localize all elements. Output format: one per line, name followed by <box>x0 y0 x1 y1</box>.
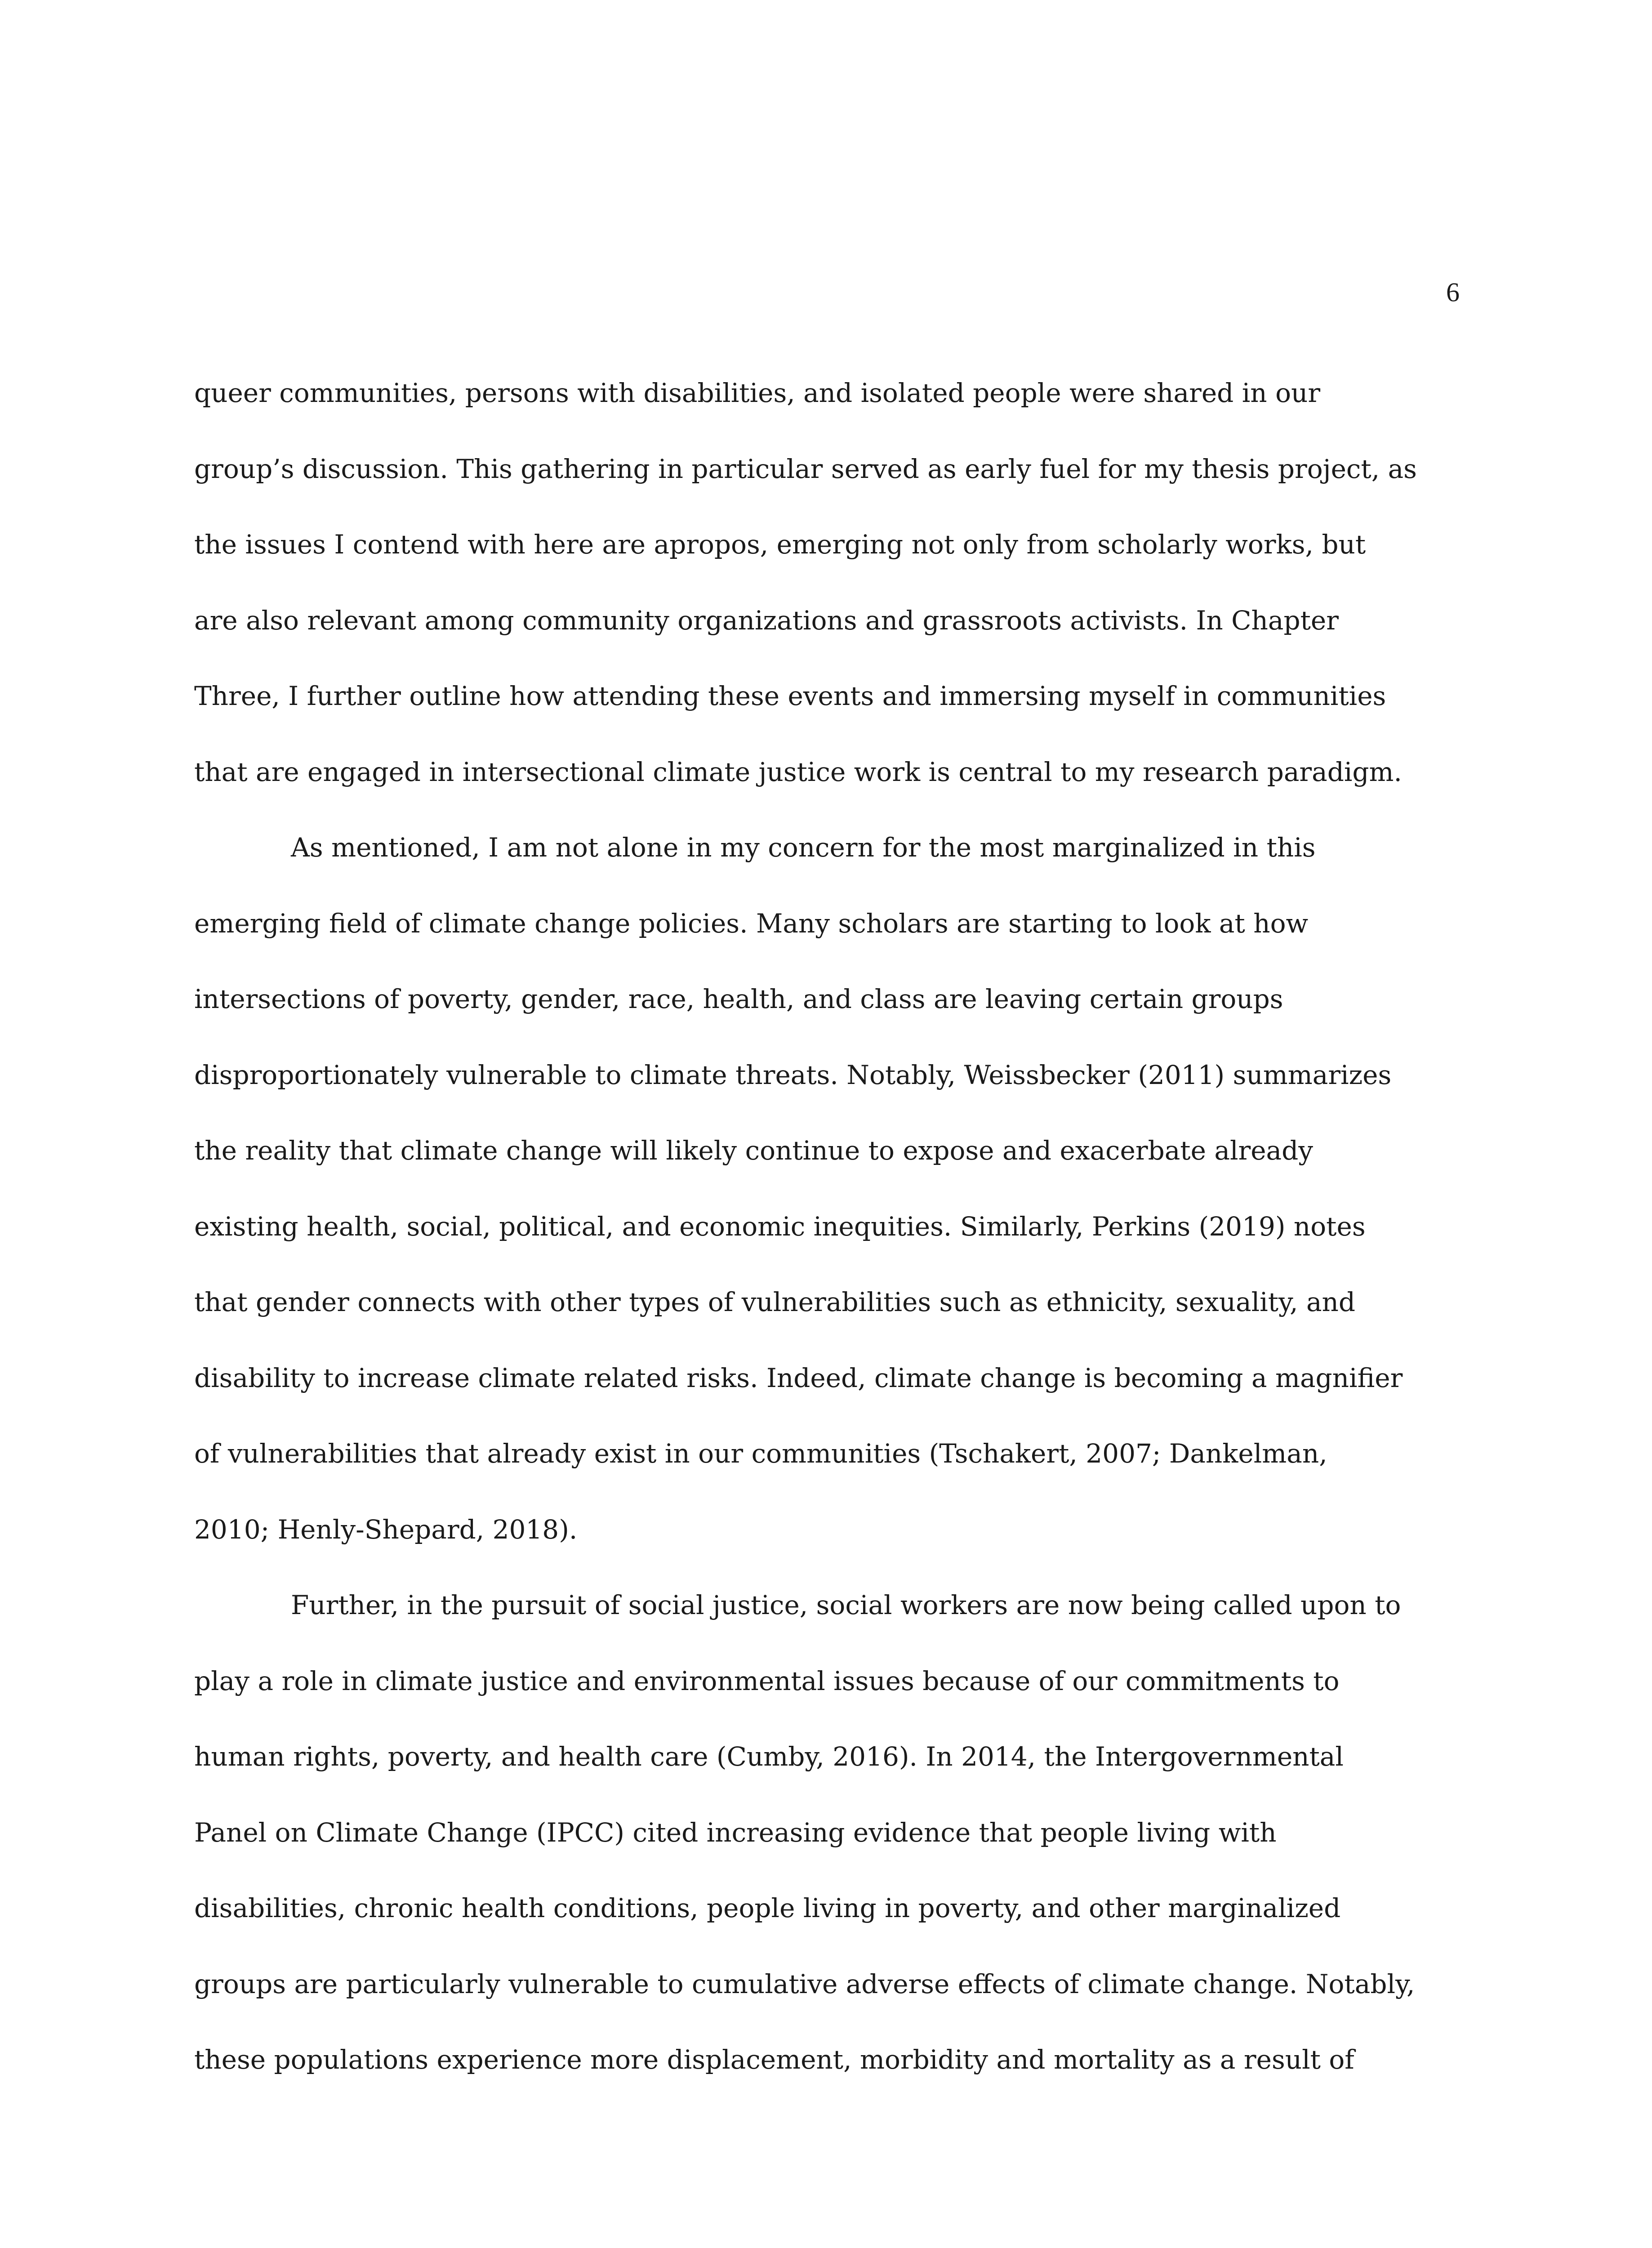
paragraph-1-line-4: are also relevant among community organizations and grassroots activists. In Chapter <box>194 605 1339 636</box>
paragraph-3-line-1: Further, in the pursuit of social justice, social workers are now being called upon to <box>291 1590 1401 1620</box>
paragraph-1-line-1: queer communities, persons with disabilities, and isolated people were shared in our <box>194 378 1321 408</box>
paragraph-1-line-3: the issues I contend with here are apropos, emerging not only from scholarly works, but <box>194 529 1366 560</box>
paragraph-1-line-2: group’s discussion. This gathering in particular served as early fuel for my thesis project, as <box>194 453 1417 484</box>
paragraph-2-line-6: existing health, social, political, and economic inequities. Similarly, Perkins (2019) notes <box>194 1211 1366 1242</box>
paragraph-2-line-2: emerging field of climate change policies. Many scholars are starting to look at how <box>194 908 1309 939</box>
paragraph-2-line-10: 2010; Henly-Shepard, 2018). <box>194 1514 578 1545</box>
paragraph-2-line-7: that gender connects with other types of vulnerabilities such as ethnicity, sexuality, and <box>194 1287 1356 1317</box>
page-number: 6 <box>1446 277 1460 307</box>
paragraph-1-line-5: Three, I further outline how attending these events and immersing myself in communities <box>194 681 1386 711</box>
paragraph-2-line-5: the reality that climate change will likely continue to expose and exacerbate already <box>194 1135 1314 1166</box>
body-text <box>194 355 1453 2098</box>
paragraph-2-line-3: intersections of poverty, gender, race, health, and class are leaving certain groups <box>194 984 1283 1014</box>
paragraph-2-line-4: disproportionately vulnerable to climate threats. Notably, Weissbecker (2011) summarizes <box>194 1059 1392 1090</box>
paragraph-3-line-6: groups are particularly vulnerable to cumulative adverse effects of climate change. Notably, <box>194 1968 1415 1999</box>
paragraph-3-line-5: disabilities, chronic health conditions, people living in poverty, and other marginalized <box>194 1893 1341 1923</box>
paragraph-3-line-3: human rights, poverty, and health care (Cumby, 2016). In 2014, the Intergovernmental <box>194 1741 1344 1772</box>
paragraph-3-line-2: play a role in climate justice and environmental issues because of our commitments to <box>194 1665 1340 1696</box>
paragraph-3-line-7: these populations experience more displacement, morbidity and mortality as a result of <box>194 2044 1354 2075</box>
paragraph-2-line-9: of vulnerabilities that already exist in our communities (Tschakert, 2007; Dankelman, <box>194 1438 1327 1469</box>
paragraph-1-line-6: that are engaged in intersectional climate justice work is central to my research paradigm. <box>194 756 1402 787</box>
paragraph-3-line-4: Panel on Climate Change (IPCC) cited increasing evidence that people living with <box>194 1817 1277 1848</box>
paragraph-2-line-8: disability to increase climate related risks. Indeed, climate change is becoming a magnifier <box>194 1362 1403 1393</box>
paragraph-2-line-1: As mentioned, I am not alone in my concern for the most marginalized in this <box>291 832 1316 863</box>
